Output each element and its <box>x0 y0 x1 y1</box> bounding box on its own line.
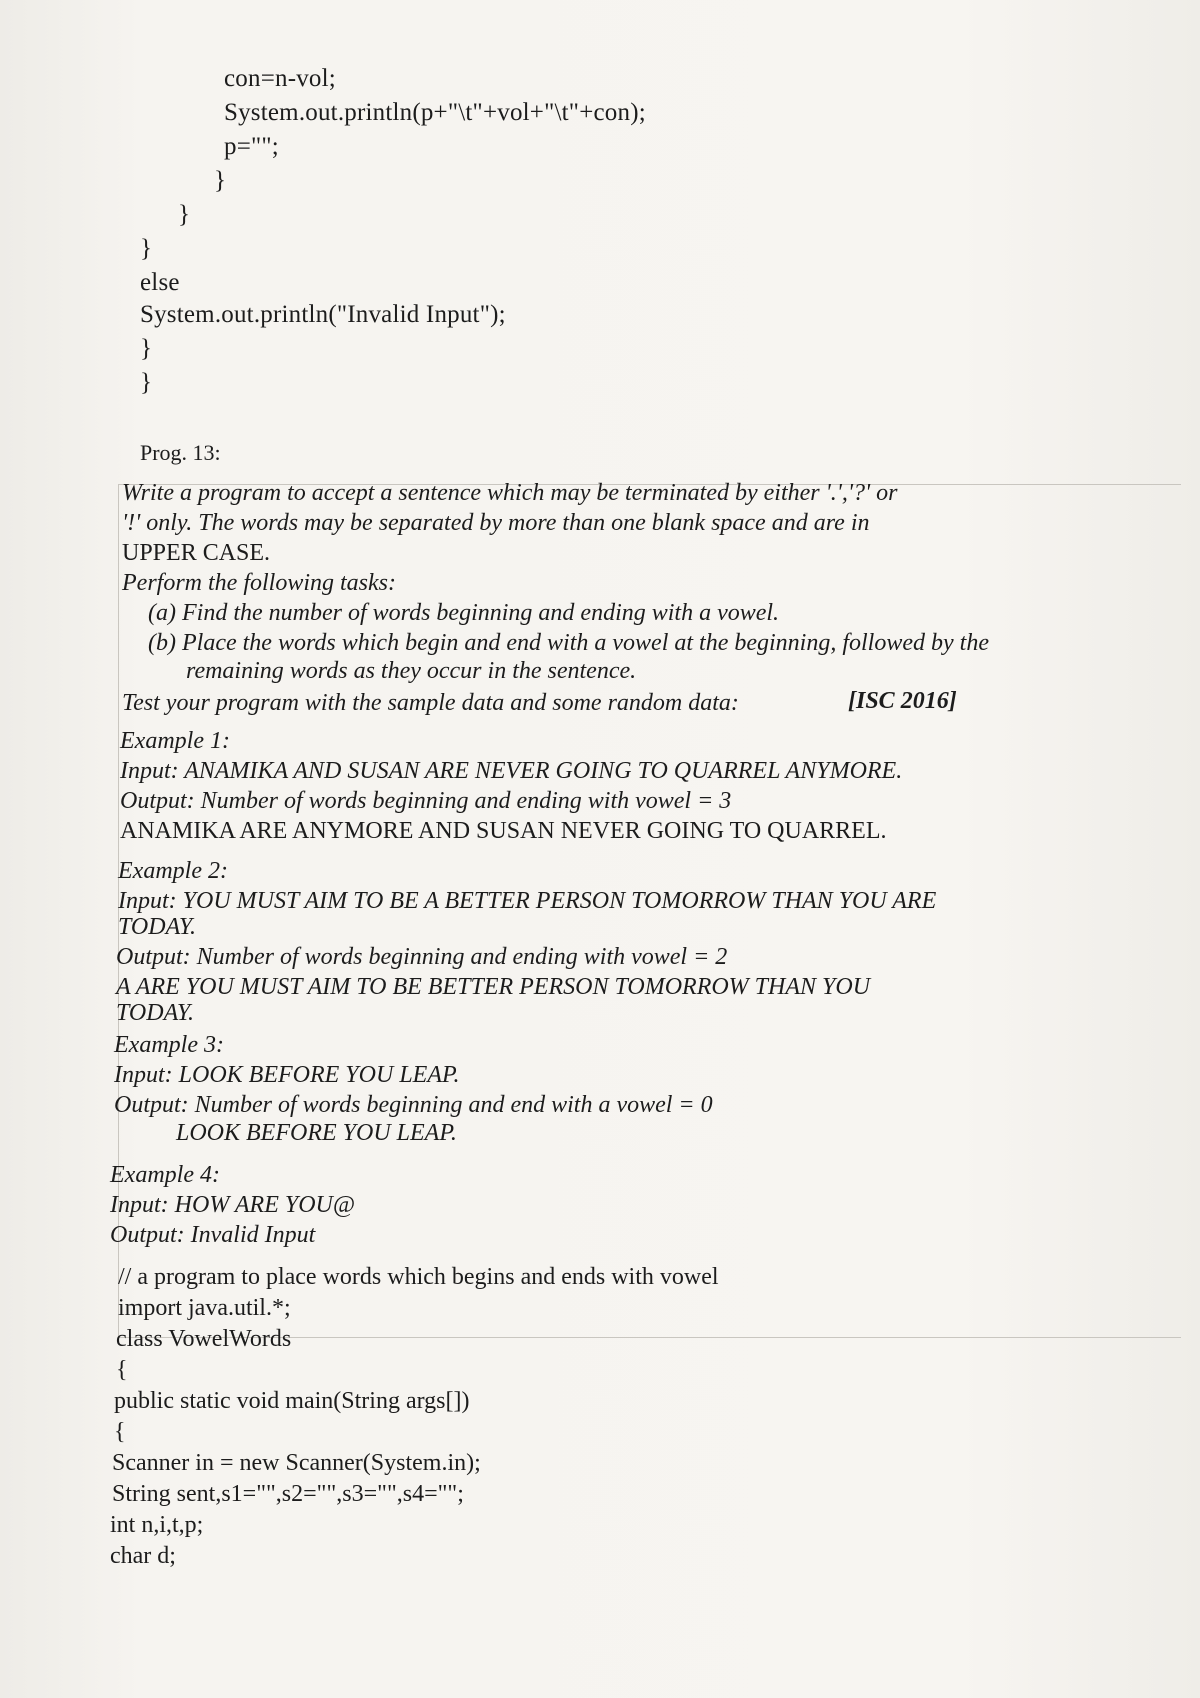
code-line: con=n-vol; <box>224 65 336 92</box>
example-result: LOOK BEFORE YOU LEAP. <box>176 1120 457 1146</box>
example-title: Example 2: <box>118 858 228 884</box>
task-b-continued: remaining words as they occur in the sentence. <box>186 658 637 684</box>
task-marker: (a) <box>148 600 176 626</box>
code-line: } <box>140 235 153 262</box>
example-output: Output: Number of words beginning and end with a vowel = 0 <box>114 1092 713 1118</box>
code-line: int n,i,t,p; <box>110 1512 204 1538</box>
code-line: char d; <box>110 1543 176 1569</box>
task-b <box>148 628 989 658</box>
example-output: Output: Number of words beginning and ending with vowel = 2 <box>116 944 728 970</box>
code-line: } <box>178 201 191 228</box>
code-line: Scanner in = new Scanner(System.in); <box>112 1450 481 1476</box>
example-output: Output: Number of words beginning and ending with vowel = 3 <box>120 788 732 814</box>
question-line: Write a program to accept a sentence which may be terminated by either '.','?' or <box>122 480 898 506</box>
example-result: A ARE YOU MUST AIM TO BE BETTER PERSON TOMORROW THAN YOU <box>116 974 871 1000</box>
code-line: String sent,s1="",s2="",s3="",s4=""; <box>112 1481 464 1507</box>
code-line: { <box>114 1419 126 1445</box>
code-line: } <box>140 369 153 396</box>
example-input: Input: YOU MUST AIM TO BE A BETTER PERSON TOMORROW THAN YOU ARE <box>118 888 937 914</box>
example-title: Example 4: <box>110 1162 220 1188</box>
code-line: { <box>116 1357 128 1383</box>
example-result: TODAY. <box>116 1000 195 1026</box>
example-input-continued: TODAY. <box>118 914 197 940</box>
task-a <box>148 598 779 628</box>
example-output: Output: Invalid Input <box>110 1222 316 1248</box>
task-text: Find the number of words beginning and ending with a vowel. <box>181 600 780 626</box>
isc-reference: [ISC 2016] <box>848 688 957 714</box>
code-line: class VowelWords <box>116 1326 292 1352</box>
code-line: p=""; <box>224 133 279 160</box>
code-line: import java.util.*; <box>118 1295 291 1321</box>
code-line: public static void main(String args[]) <box>114 1388 470 1414</box>
example-input: Input: HOW ARE YOU@ <box>110 1192 355 1218</box>
example-input: Input: ANAMIKA AND SUSAN ARE NEVER GOING TO QUARREL ANYMORE. <box>120 758 903 784</box>
task-text: Place the words which begin and end with a vowel at the beginning, followed by the <box>181 630 989 656</box>
example-title: Example 1: <box>120 728 230 754</box>
code-line: System.out.println(p+"\t"+vol+"\t"+con); <box>224 99 646 126</box>
example-title: Example 3: <box>114 1032 224 1058</box>
code-line: System.out.println("Invalid Input"); <box>140 301 506 328</box>
code-line: } <box>214 167 227 194</box>
code-comment: // a program to place words which begins and ends with vowel <box>118 1264 719 1290</box>
question-line: '!' only. The words may be separated by more than one blank space and are in <box>122 510 870 536</box>
question-line: UPPER CASE. <box>122 540 271 566</box>
task-marker: (b) <box>148 630 176 656</box>
code-line: else <box>140 269 180 296</box>
example-input: Input: LOOK BEFORE YOU LEAP. <box>114 1062 460 1088</box>
code-line: } <box>140 335 153 362</box>
test-line: Test your program with the sample data and some random data: <box>122 690 739 716</box>
example-result: ANAMIKA ARE ANYMORE AND SUSAN NEVER GOING TO QUARREL. <box>120 818 887 844</box>
prog-label: Prog. 13: <box>140 440 221 465</box>
question-line: Perform the following tasks: <box>122 570 396 596</box>
